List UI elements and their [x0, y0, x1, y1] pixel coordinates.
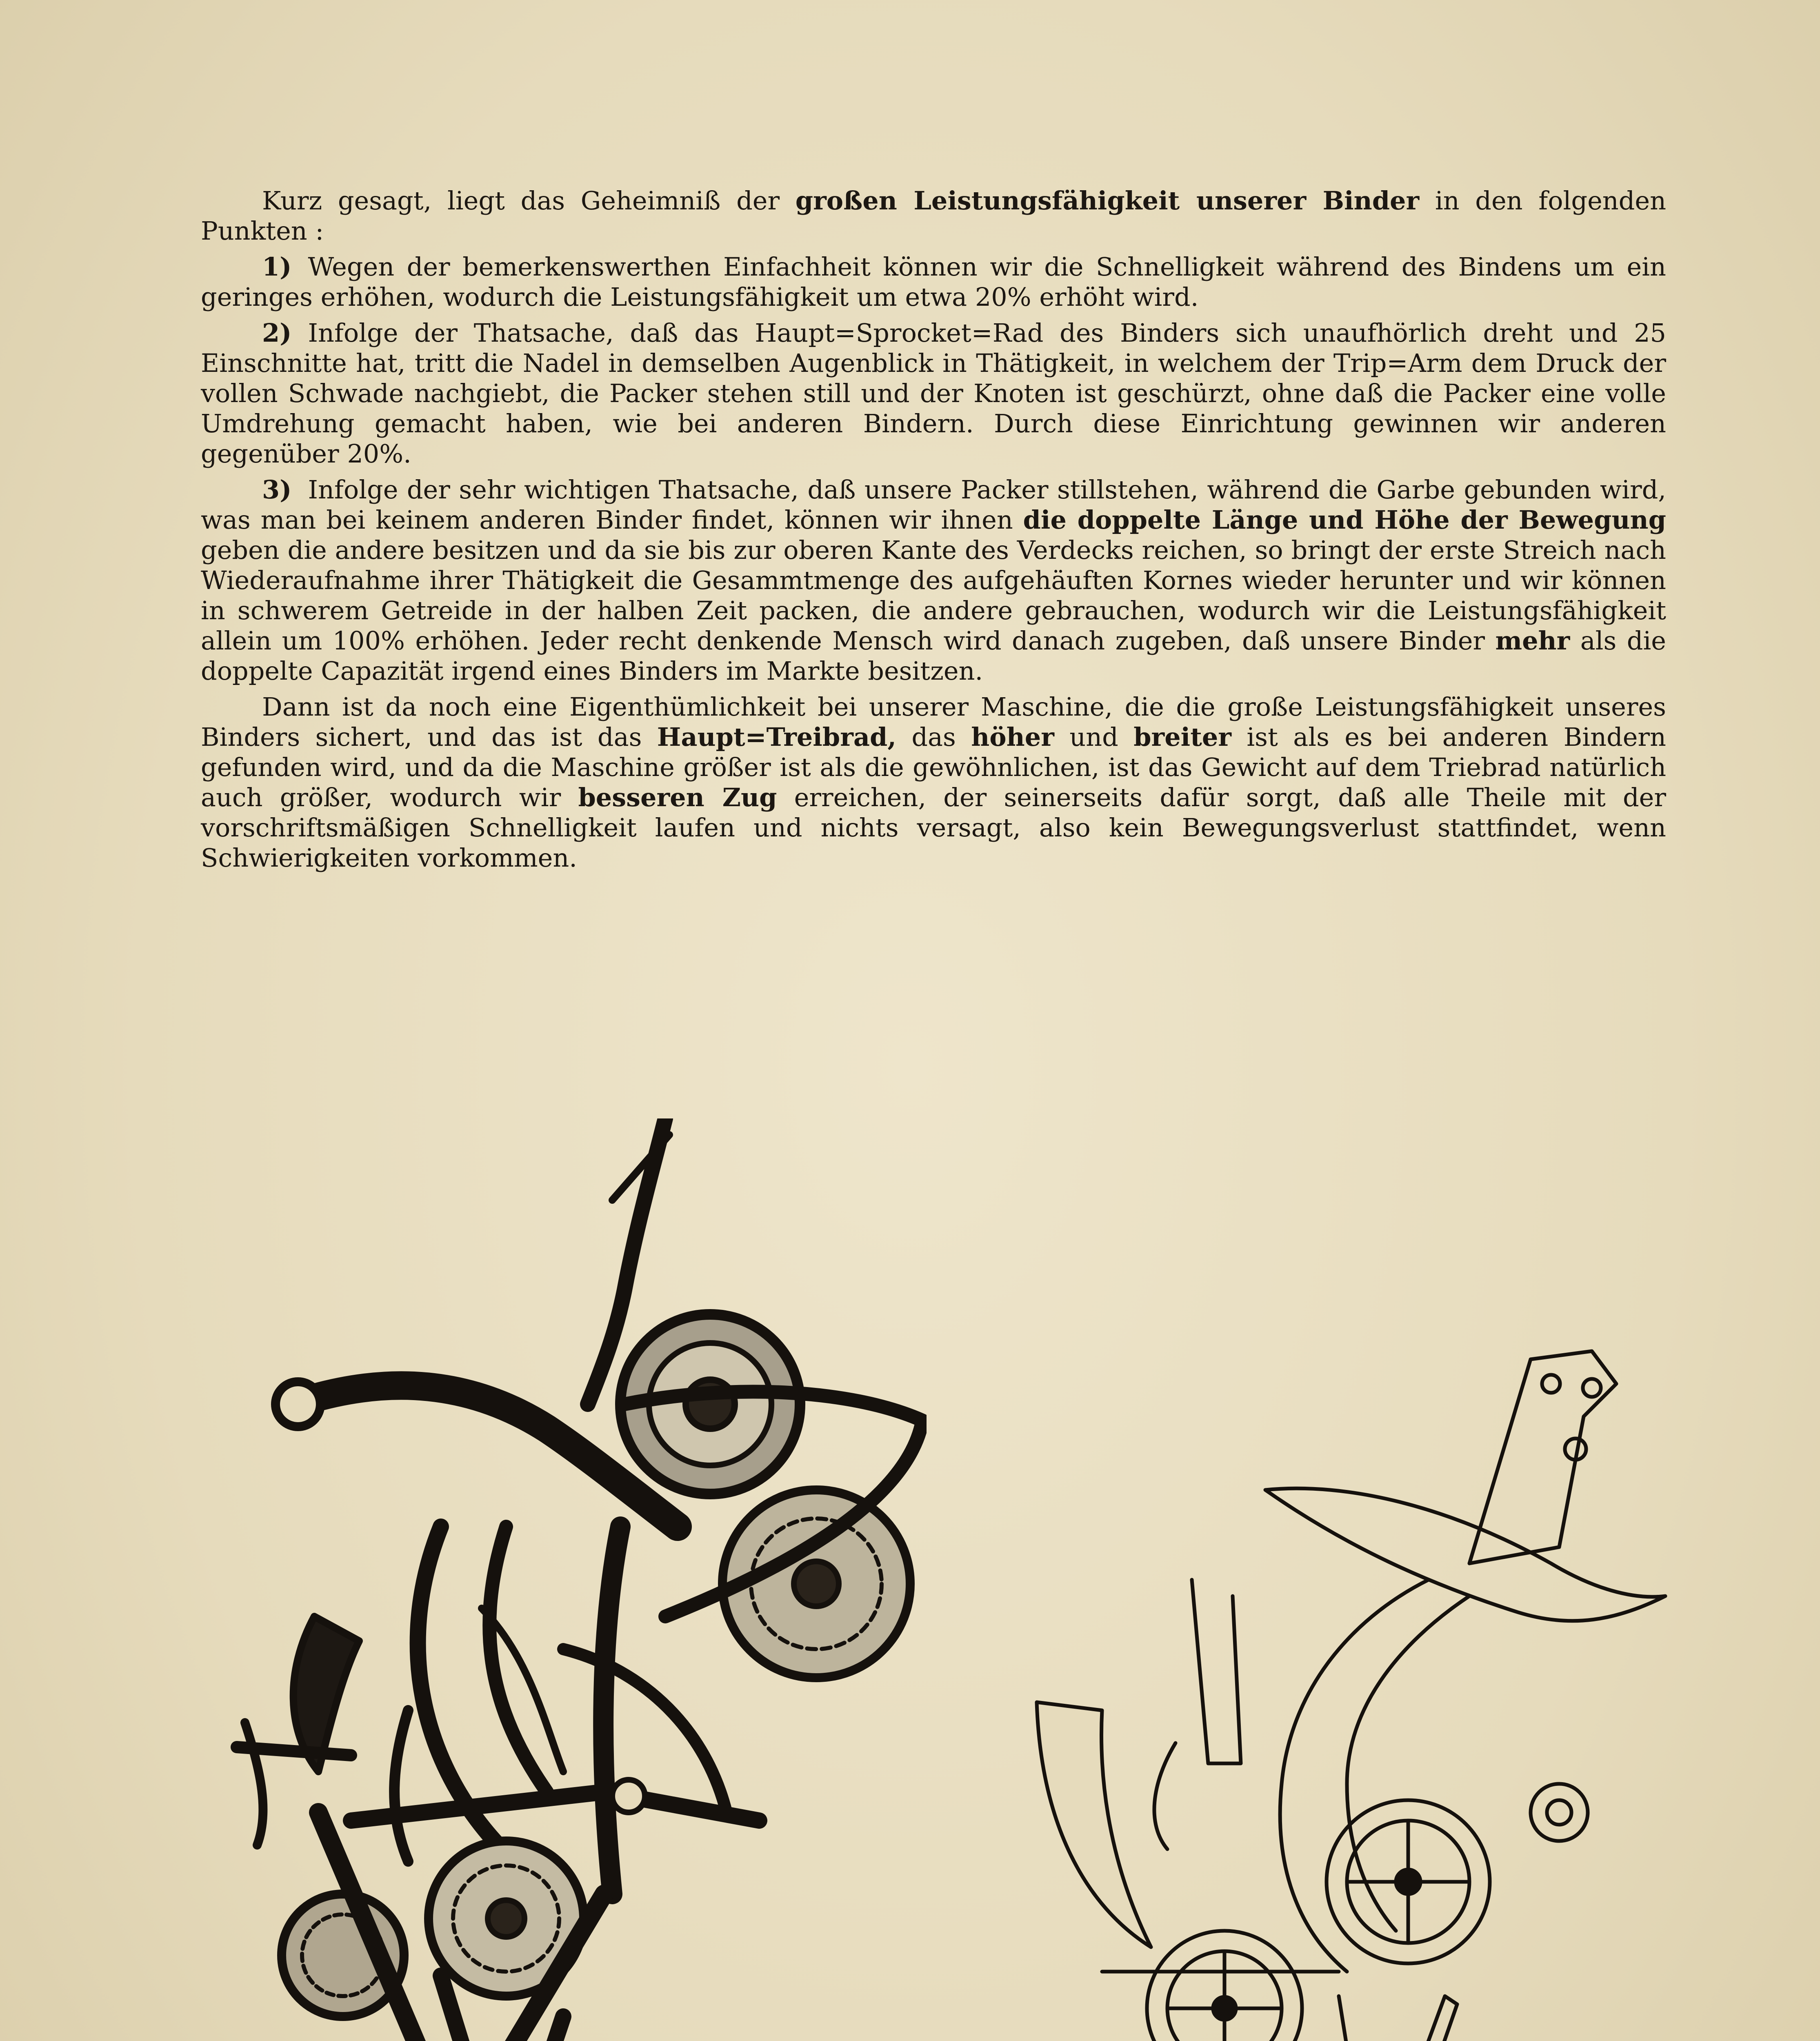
- paragraph-intro: Kurz gesagt, liegt das Geheimniß der großen Leistungsfähigkeit unserer Binder in den folgenden Punkten :: [201, 186, 1666, 246]
- paragraph-2: 2) Infolge der Thatsache, daß das Haupt=Sprocket=Rad des Binders sich unaufhörlich dreht und 25 Einschnitte hat, tritt die Nadel in demselben Augenblick in Thätigkeit, in welchem der Trip=Arm dem Druck der vollen Schwade nachgiebt, die Packer stehen still und der Knoten ist geschürzt, ohne daß die Packer eine volle Umdrehung gemacht haben, wie bei anderen Bindern. Durch diese Einrichtung gewinnen wir anderen gegenüber 20%.: [201, 318, 1666, 469]
- body-text: [201, 186, 1666, 879]
- binder-mechanism-illustration: [196, 1118, 927, 2041]
- paragraph-3: 3) Infolge der sehr wichtigen Thatsache, daß unsere Packer stillstehen, während die Garbe gebunden wird, was man bei keinem anderen Binder findet, können wir ihnen die doppelte Länge und Höhe der Bewegung geben die andere besitzen und da sie bis zur oberen Kante des Verdecks reichen, so bringt der erste Streich nach Wiederaufnahme ihrer Thätigkeit die Gesammtmenge des aufgehäuften Kornes wieder herunter und wir können in schwerem Getreide in der halben Zeit packen, die andere gebrauchen, wodurch wir die Leistungsfähigkeit allein um 100% erhöhen. Jeder recht denkende Mensch wird danach zugeben, daß unsere Binder mehr als die doppelte Capazität irgend eines Binders im Markte besitzen.: [201, 475, 1666, 686]
- paragraph-4: Dann ist da noch eine Eigenthümlichkeit bei unserer Maschine, die die große Leistungsfähigkeit unseres Binders sichert, und das ist das Haupt=Treibrad, das höher und breiter ist als es bei anderen Bindern gefunden wird, und da die Maschine größer ist als die gewöhnlichen, ist das Gewicht auf dem Triebrad natürlich auch größer, wodurch wir besseren Zug erreichen, der seinerseits dafür sorgt, daß alle Theile mit der vorschriftsmäßigen Schnelligkeit laufen und nichts versagt, also kein Bewegungsverlust stattfindet, wenn Schwierigkeiten vorkommen.: [201, 692, 1666, 873]
- paragraph-1: 1) Wegen der bemerkenswerthen Einfachheit können wir die Schnelligkeit während des Bindens um ein geringes erhöhen, wodurch die Leistungsfähigkeit um etwa 20% erhöht wird.: [201, 252, 1666, 312]
- binder-outline-illustration: [980, 1335, 1682, 2041]
